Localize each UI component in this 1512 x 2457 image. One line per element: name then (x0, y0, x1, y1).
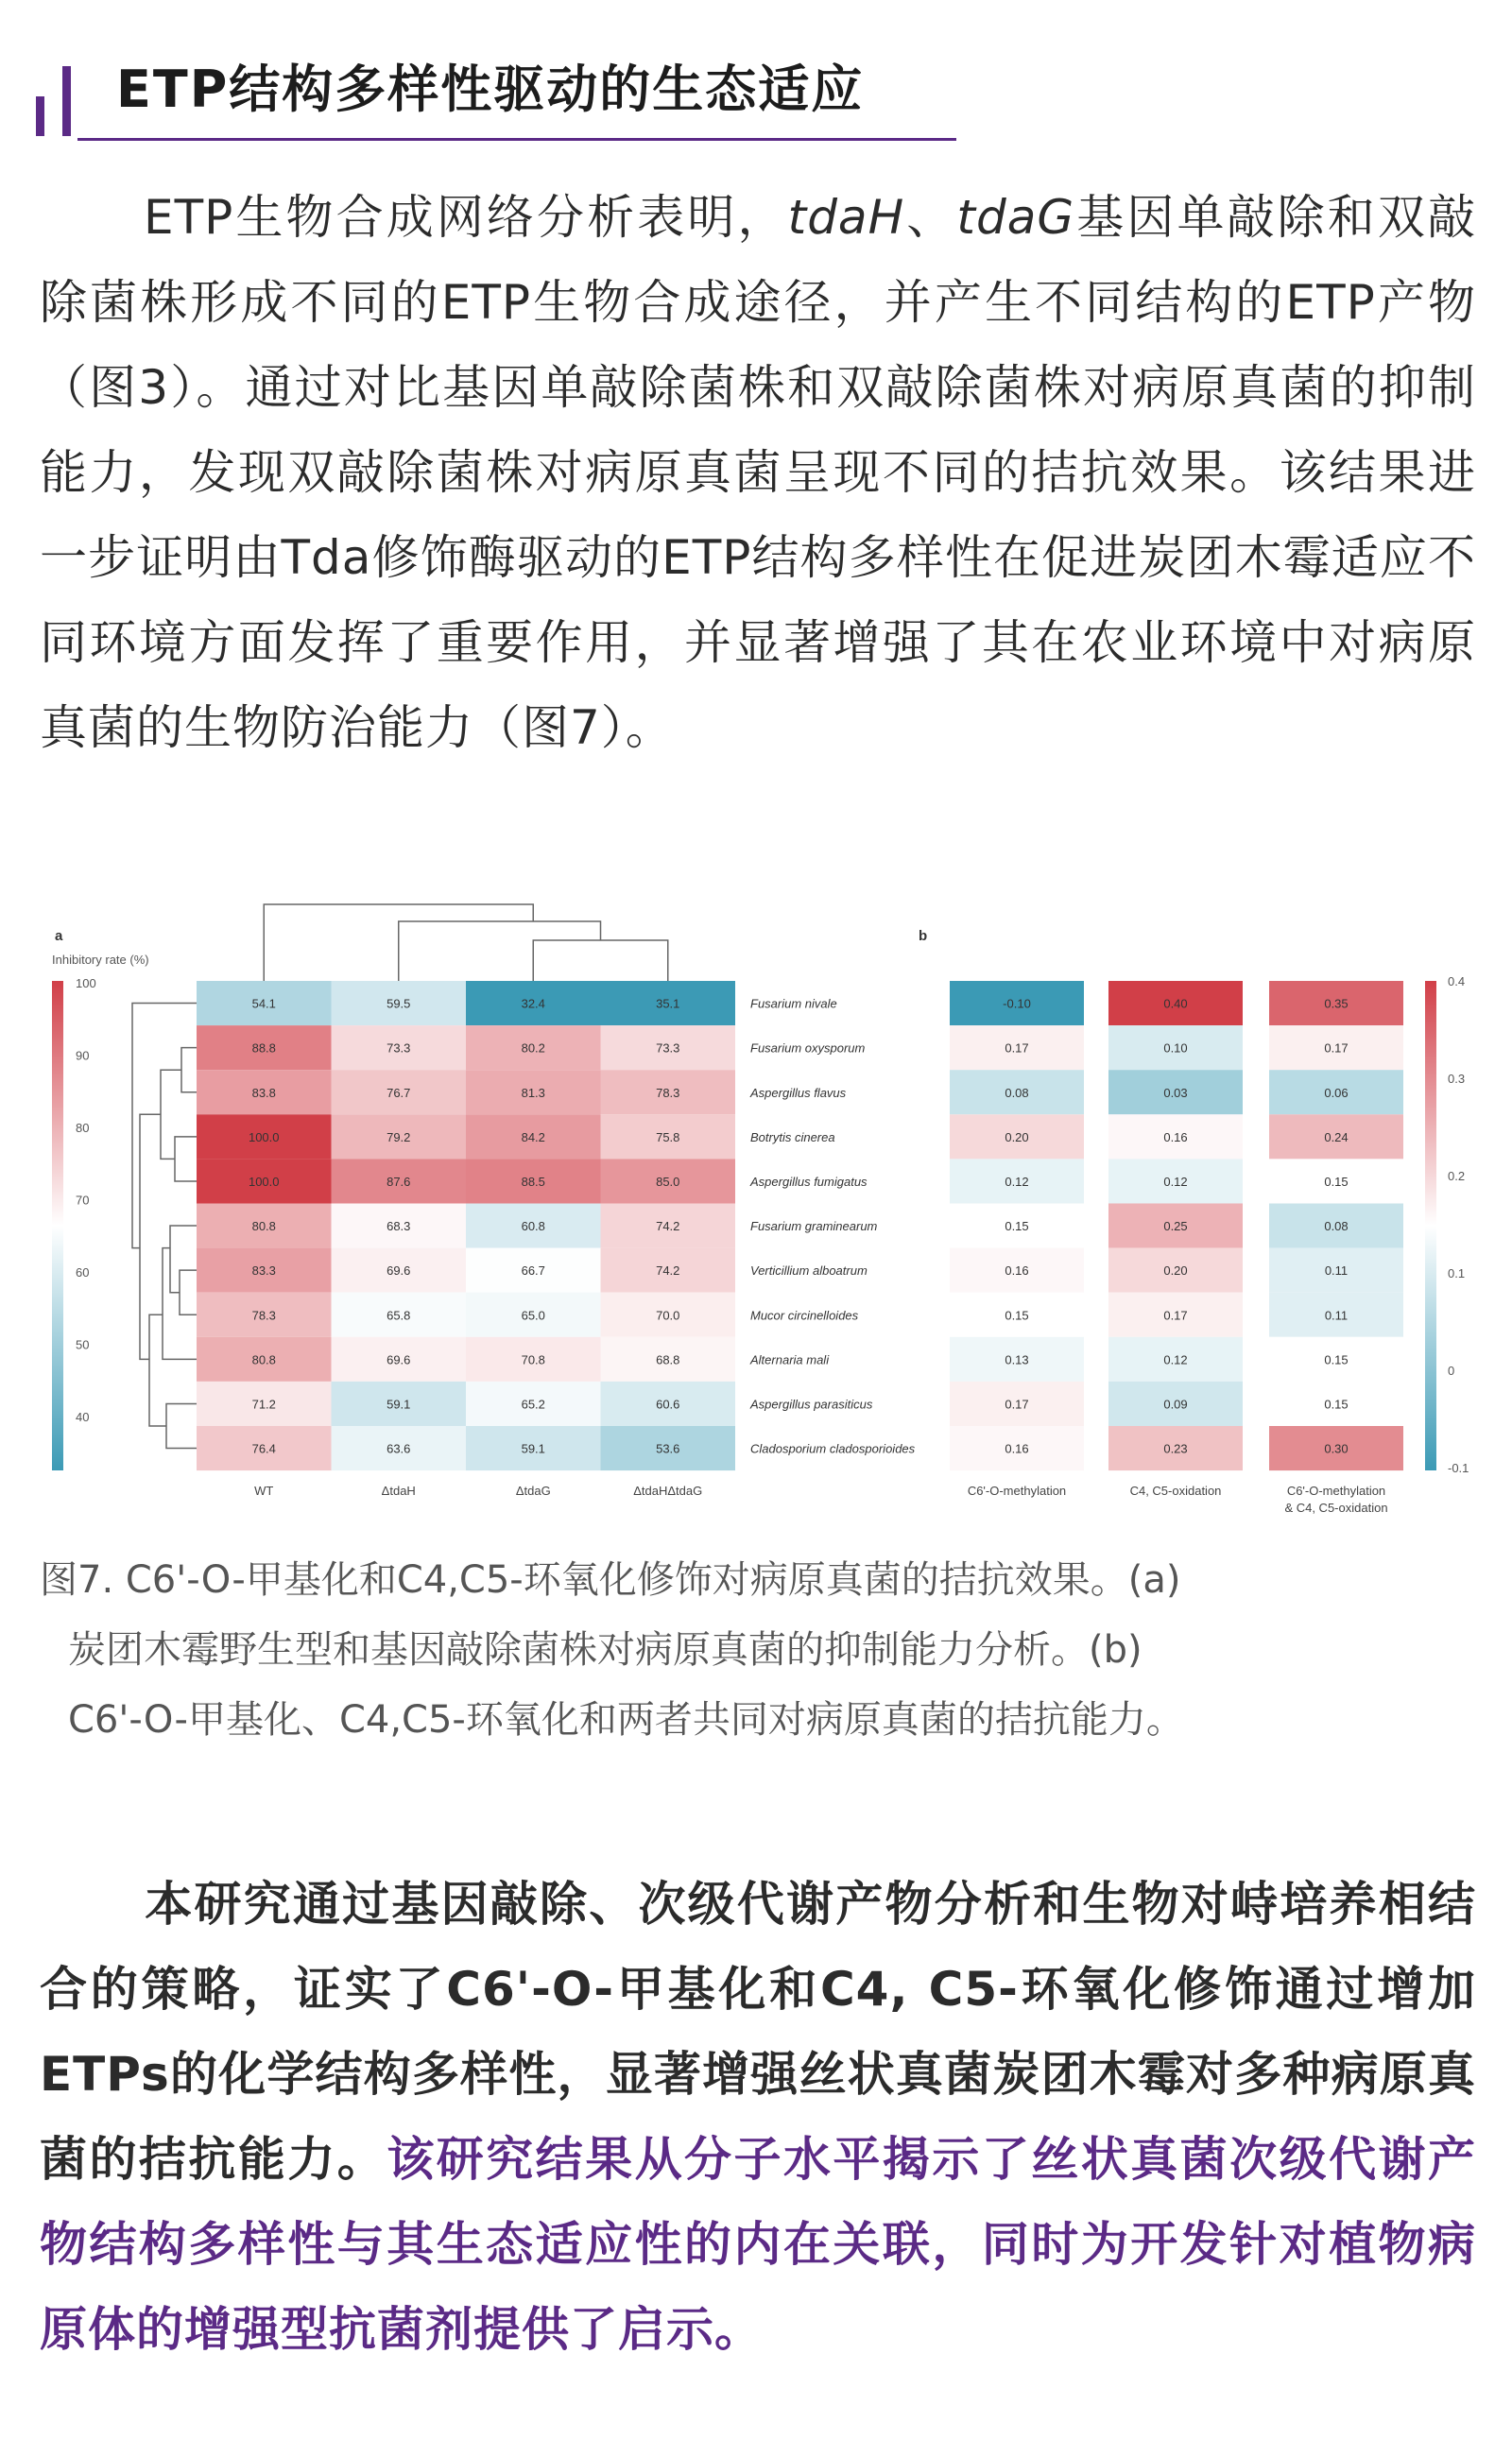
heatmap-a-cell-value: 87.6 (387, 1174, 411, 1189)
heatmap-b-cell-value: 0.17 (1005, 1397, 1029, 1412)
row-label-pathogen: Aspergillus fumigatus (750, 1174, 868, 1189)
heatmap-a-cell-value: 65.0 (521, 1308, 545, 1323)
row-dendrogram-branch (166, 1403, 197, 1448)
column-label-modification: C6'-O-methylation (967, 1484, 1067, 1499)
panel-b-legend-tick: 0.4 (1448, 974, 1466, 988)
heatmap-a-cell-value: 32.4 (521, 996, 545, 1011)
heatmap-a-cell-value: 59.1 (387, 1397, 411, 1412)
heatmap-b-cell-value: 0.17 (1163, 1308, 1188, 1323)
heatmap-panel-a (52, 904, 916, 1498)
heatmap-b-cell-value: 0.13 (1005, 1352, 1029, 1367)
heatmap-b-cell-value: 0.15 (1005, 1219, 1029, 1234)
heatmap-a-cell-value: 69.6 (387, 1352, 411, 1367)
paragraph-2-text-highlight: 该研究结果从分子水平揭示了丝状真菌次级代谢产物结构多样性与其生态适应性的内在关联，同时为开发针对植物病原体的增强型抗菌剂提供了启示。 (40, 2132, 1476, 2357)
heatmap-b-cell-value: 0.15 (1005, 1308, 1029, 1323)
panel-a-legend-tick: 90 (76, 1048, 90, 1063)
caption-line-3: C6'-O-甲基化、C4,C5-环氧化和两者共同对病原真菌的拮抗能力。 (68, 1698, 1184, 1742)
row-dendrogram-branch (181, 1048, 197, 1092)
row-label-pathogen: Fusarium graminearum (750, 1219, 878, 1234)
heatmap-a-cell-value: 78.3 (251, 1308, 276, 1323)
column-label-strain: ΔtdaH (381, 1484, 416, 1499)
heatmap-a-cell-value: 78.3 (656, 1085, 680, 1100)
row-dendrogram-branch (170, 1226, 197, 1293)
heatmap-a-cell-value: 84.2 (521, 1129, 545, 1144)
heatmap-a-cell-value: 70.0 (656, 1308, 680, 1323)
heatmap-b-cell-value: 0.23 (1163, 1441, 1188, 1456)
caption-line-1: 图7. C6'-O-甲基化和C4,C5-环氧化修饰对病原真菌的拮抗效果。(a) (40, 1558, 1181, 1602)
heatmap-b-cell-value: 0.12 (1163, 1352, 1188, 1367)
heatmap-a-cell-value: 60.8 (521, 1219, 545, 1234)
row-label-pathogen: Aspergillus parasiticus (750, 1397, 873, 1412)
row-dendrogram-branch (180, 1270, 197, 1314)
panel-a-legend-title: Inhibitory rate (%) (52, 953, 149, 967)
panel-a-legend-tick: 80 (76, 1121, 90, 1135)
heatmap-b-cell-value: 0.20 (1005, 1129, 1029, 1144)
heatmap-a-cell-value: 83.8 (251, 1085, 276, 1100)
heatmap-b-cell-value: -0.10 (1003, 996, 1031, 1011)
heatmap-panel-b (919, 928, 1469, 1515)
heatmap-b-cell-value: 0.16 (1005, 1441, 1029, 1456)
row-label-pathogen: Fusarium nivale (750, 996, 837, 1011)
figure-7-heatmaps (0, 884, 1512, 1526)
heatmap-a-cell-value: 59.1 (521, 1441, 545, 1456)
heatmap-a-cell-value: 74.2 (656, 1263, 680, 1279)
heatmap-a-cell-value: 80.8 (251, 1219, 276, 1234)
heatmap-a-cell-value: 88.8 (251, 1040, 276, 1056)
heatmap-b-cell-value: 0.06 (1324, 1085, 1349, 1100)
heatmap-a-cell-value: 59.5 (387, 996, 411, 1011)
heatmap-a-cell-value: 60.6 (656, 1397, 680, 1412)
row-dendrogram-branch (140, 1114, 161, 1359)
heatmap-a-cell-value: 80.2 (521, 1040, 545, 1056)
panel-b-legend-bar (1425, 981, 1436, 1470)
heatmap-a-cell-value: 74.2 (656, 1219, 680, 1234)
heatmap-a-cell-value: 71.2 (251, 1397, 276, 1412)
heatmap-b-cell-value: 0.12 (1163, 1174, 1188, 1189)
heatmap-b-cell-value: 0.08 (1324, 1219, 1349, 1234)
heatmap-a-cell-value: 80.8 (251, 1352, 276, 1367)
heatmap-b-cell-value: 0.15 (1324, 1352, 1349, 1367)
row-label-pathogen: Botrytis cinerea (750, 1129, 835, 1144)
column-dendrogram-branch (399, 921, 601, 981)
heatmap-a-cell-value: 68.3 (387, 1219, 411, 1234)
section-heading (36, 38, 957, 142)
panel-b-legend-tick: 0.1 (1448, 1266, 1466, 1280)
heatmap-b-cell-value: 0.24 (1324, 1129, 1349, 1144)
paragraph-1-text-a: ETP生物合成网络分析表明， (144, 190, 788, 245)
column-label-strain: ΔtdaHΔtdaG (633, 1484, 703, 1499)
heatmap-b-cell-value: 0.11 (1324, 1263, 1349, 1279)
heatmap-a-cell-value: 81.3 (521, 1085, 545, 1100)
heatmap-a-cell-value: 54.1 (251, 996, 276, 1011)
section-title: ETP结构多样性驱动的生态适应 (116, 60, 865, 119)
panel-b-label: b (919, 928, 928, 944)
row-label-pathogen: Mucor circinelloides (750, 1308, 859, 1323)
heatmap-b-cell-value: 0.20 (1163, 1263, 1188, 1279)
heatmap-a-cell-value: 65.2 (521, 1397, 545, 1412)
heatmap-b-cell-value: 0.17 (1324, 1040, 1349, 1056)
panel-a-legend-tick: 50 (76, 1337, 90, 1352)
heatmap-a-cell-value: 53.6 (656, 1441, 680, 1456)
heading-accent-bar-tall (62, 66, 71, 136)
panel-b-legend-tick: 0.3 (1448, 1072, 1466, 1086)
heatmap-a-cell-value: 73.3 (656, 1040, 680, 1056)
panel-a-legend-tick: 40 (76, 1410, 90, 1424)
column-label-strain: ΔtdaG (515, 1484, 551, 1499)
heatmap-b-cell-value: 0.11 (1324, 1308, 1349, 1323)
figure-caption (40, 1545, 1476, 1755)
gene-name-tdaG: tdaG (956, 190, 1075, 245)
heatmap-b-cell-value: 0.08 (1005, 1085, 1029, 1100)
heatmap-a-cell-value: 76.7 (387, 1085, 411, 1100)
heatmap-a-cell-value: 70.8 (521, 1352, 545, 1367)
row-label-pathogen: Fusarium oxysporum (750, 1040, 866, 1056)
heatmap-b-cell-value: 0.09 (1163, 1397, 1188, 1412)
heatmap-a-cell-value: 75.8 (656, 1129, 680, 1144)
column-dendrogram-branch (533, 940, 668, 981)
heatmap-b-cell-value: 0.25 (1163, 1219, 1188, 1234)
heatmap-b-cell-value: 0.12 (1005, 1174, 1029, 1189)
heatmap-b-cell-value: 0.17 (1005, 1040, 1029, 1056)
body-paragraph-2 (40, 1862, 1476, 2372)
figure-7 (0, 884, 1512, 1526)
gene-name-tdaH: tdaH (787, 190, 905, 245)
heading-underline (77, 138, 956, 141)
heatmap-a-cell-value: 35.1 (656, 996, 680, 1011)
panel-a-label: a (55, 928, 63, 944)
heatmap-b-cell-value: 0.30 (1324, 1441, 1349, 1456)
heatmap-a-cell-value: 66.7 (521, 1263, 545, 1279)
column-label-modification: C4, C5-oxidation (1129, 1484, 1222, 1499)
row-dendrogram-branch (161, 1070, 181, 1159)
heatmap-b-cell-value: 0.10 (1163, 1040, 1188, 1056)
heatmap-b-cell-value: 0.15 (1324, 1397, 1349, 1412)
panel-b-legend-tick: -0.1 (1448, 1461, 1469, 1475)
heatmap-a-cell-value: 65.8 (387, 1308, 411, 1323)
row-label-pathogen: Verticillium alboatrum (750, 1263, 868, 1279)
heading-accent-bar-short (36, 96, 44, 136)
column-label-modification: C6'-O-methylation (1286, 1484, 1386, 1499)
row-dendrogram-branch (175, 1137, 197, 1181)
heatmap-b-cell-value: 0.35 (1324, 996, 1349, 1011)
heatmap-a-cell-value: 68.8 (656, 1352, 680, 1367)
caption-line-2: 炭团木霉野生型和基因敲除菌株对病原真菌的抑制能力分析。(b) (68, 1628, 1143, 1672)
panel-b-legend-tick: 0.2 (1448, 1169, 1466, 1183)
heatmap-a-cell-value: 88.5 (521, 1174, 545, 1189)
panel-a-legend-tick: 100 (76, 976, 96, 990)
heatmap-a-cell-value: 83.3 (251, 1263, 276, 1279)
column-label-strain: WT (254, 1484, 274, 1499)
heatmap-a-cell-value: 63.6 (387, 1441, 411, 1456)
row-label-pathogen: Cladosporium cladosporioides (750, 1441, 916, 1456)
heatmap-a-cell-value: 100.0 (248, 1174, 280, 1189)
heatmap-b-cell-value: 0.16 (1005, 1263, 1029, 1279)
heatmap-a-cell-value: 73.3 (387, 1040, 411, 1056)
heatmap-b-cell-value: 0.03 (1163, 1085, 1188, 1100)
paragraph-1-text-b: 基因单敲除和双敲除菌株形成不同的ETP生物合成途径，并产生不同结构的ETP产物（图3）。通过对比基因单敲除菌株和双敲除菌株对病原真菌的抑制能力，发现双敲除菌株对病原真菌呈现不同的拮抗效果。该结果进一步证明由Tda修饰酶驱动的ETP结构多样性在促进炭团木霉适应不同环境方面发挥了重要作用，并显著增强了其在农业环境中对病原真菌的生物防治能力（图7）。 (40, 190, 1477, 755)
paragraph-1-separator: 、 (904, 190, 957, 245)
panel-b-legend-tick: 0 (1448, 1364, 1455, 1378)
heatmap-a-cell-value: 85.0 (656, 1174, 680, 1189)
body-paragraph-1 (40, 175, 1476, 770)
heatmap-a-cell-value: 69.6 (387, 1263, 411, 1279)
row-dendrogram-branch (132, 1004, 197, 1248)
row-label-pathogen: Aspergillus flavus (750, 1085, 847, 1100)
heatmap-a-cell-value: 76.4 (251, 1441, 276, 1456)
heatmap-b-cell-value: 0.40 (1163, 996, 1188, 1011)
panel-a-legend-bar (52, 981, 63, 1470)
heatmap-b-cell-value: 0.15 (1324, 1174, 1349, 1189)
column-label-modification-cont: & C4, C5-oxidation (1284, 1501, 1388, 1516)
heatmap-a-cell-value: 79.2 (387, 1129, 411, 1144)
paragraph-2-text-black: 本研究通过基因敲除、次级代谢产物分析和生物对峙培养相结合的策略，证实了C6'-O-甲基化和C4, C5-环氧化修饰通过增加ETPs的化学结构多样性，显著增强丝状真菌炭团木霉对多种病原真菌的拮抗能力。 (40, 1877, 1476, 2187)
panel-a-legend-tick: 60 (76, 1265, 90, 1280)
heatmap-b-cell-value: 0.16 (1163, 1129, 1188, 1144)
heatmap-a-cell-value: 100.0 (248, 1129, 280, 1144)
panel-a-legend-tick: 70 (76, 1193, 90, 1208)
row-label-pathogen: Alternaria mali (750, 1352, 830, 1367)
row-dendrogram-branch (149, 1314, 166, 1426)
